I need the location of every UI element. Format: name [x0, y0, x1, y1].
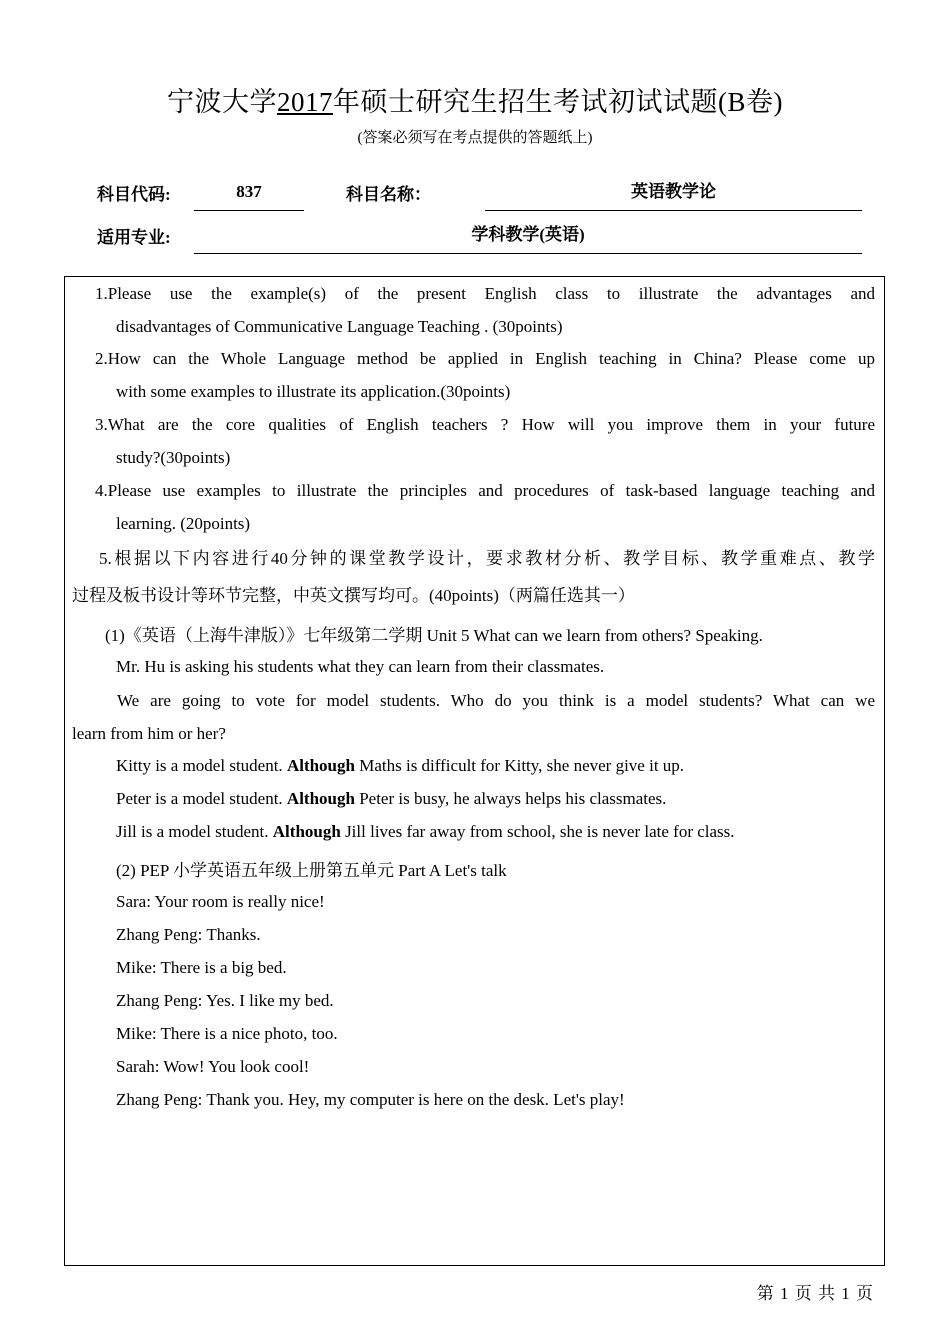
question-3 [95, 408, 875, 474]
question-4 [95, 474, 875, 540]
option-1-peter [116, 789, 666, 809]
question-1 [95, 277, 875, 343]
question-2 [95, 342, 875, 408]
subject-code-value: 837 [194, 180, 304, 211]
option-1-vote-line-1: We are going to vote for model students. Who do you think is a model students? What can we [117, 691, 875, 710]
peter-bold: Although [286, 789, 355, 808]
question-5 [72, 540, 875, 614]
option-2-heading: (2) PEP 小学英语五年级上册第五单元 Part A Let's talk [116, 861, 507, 880]
question-5-line-1: 5.根据以下内容进行40分钟的课堂教学设计，要求教材分析、教学目标、教学重难点、教学 [99, 549, 875, 568]
dialogue-line: Sara: Your room is really nice! [116, 892, 325, 911]
kitty-bold: Although [286, 756, 355, 775]
question-2-line-1: 2.How can the Whole Language method be applied in English teaching in China? Please come up [95, 349, 875, 368]
dialogue-line: Sarah: Wow! You look cool! [116, 1057, 310, 1076]
dialogue-line: Mike: There is a nice photo, too. [116, 1024, 338, 1043]
option-1-kitty [116, 756, 684, 776]
subject-name-value: 英语教学论 [485, 180, 862, 211]
peter-text: Peter is a model student. [116, 789, 287, 808]
question-4-line-2: learning. (20points) [116, 514, 251, 533]
question-5-line-2: 过程及板书设计等环节完整，中英文撰写均可。(40points)（两篇任选其一） [72, 586, 635, 605]
question-3-line-2: study?(30points) [116, 448, 231, 467]
title-rest: 年硕士研究生招生考试初试试题(B卷) [333, 87, 783, 117]
option-1-vote [72, 684, 875, 750]
question-2-line-2: with some examples to illustrate its application.(30points) [116, 382, 511, 401]
kitty-rest: Maths is difficult for Kitty, she never give it up. [354, 756, 685, 775]
subject-code-label: 科目代码: [97, 185, 171, 204]
question-1-line-1: 1.Please use the example(s) of the present English class to illustrate the advantages and [95, 284, 875, 303]
jill-rest: Jill lives far away from school, she is never late for class. [340, 822, 735, 841]
option-1-jill [116, 822, 735, 842]
page-title [0, 80, 950, 119]
option-1-heading: (1)《英语（上海牛津版）》七年级第二学期 Unit 5 What can we learn from others? Speaking. [105, 626, 763, 645]
option-1-vote-line-2: learn from him or her? [72, 724, 226, 743]
question-3-line-1: 3.What are the core qualities of English teachers ? How will you improve them in your future [95, 415, 875, 434]
title-year: 2017 [277, 87, 333, 117]
title-university: 宁波大学 [167, 87, 277, 117]
subtitle: (答案必须写在考点提供的答题纸上) [357, 130, 593, 146]
major-label: 适用专业: [97, 228, 171, 247]
jill-bold: Although [272, 822, 341, 841]
dialogue-line: Mike: There is a big bed. [116, 958, 287, 977]
dialogue-line: Zhang Peng: Thanks. [116, 925, 261, 944]
major-value: 学科教学(英语) [194, 223, 862, 254]
option-1-line: Mr. Hu is asking his students what they can learn from their classmates. [116, 657, 605, 676]
dialogue-line: Zhang Peng: Yes. I like my bed. [116, 991, 334, 1010]
question-4-line-1: 4.Please use examples to illustrate the principles and procedures of task-based language teaching and [95, 481, 875, 500]
question-1-line-2: disadvantages of Communicative Language Teaching . (30points) [116, 317, 563, 336]
page-number: 第 1 页 共 1 页 [756, 1284, 874, 1303]
peter-rest: Peter is busy, he always helps his classmates. [354, 789, 667, 808]
dialogue-line: Zhang Peng: Thank you. Hey, my computer is here on the desk. Let's play! [116, 1090, 625, 1109]
subject-name-label: 科目名称： [346, 185, 431, 204]
jill-text: Jill is a model student. [116, 822, 273, 841]
kitty-text: Kitty is a model student. [116, 756, 287, 775]
